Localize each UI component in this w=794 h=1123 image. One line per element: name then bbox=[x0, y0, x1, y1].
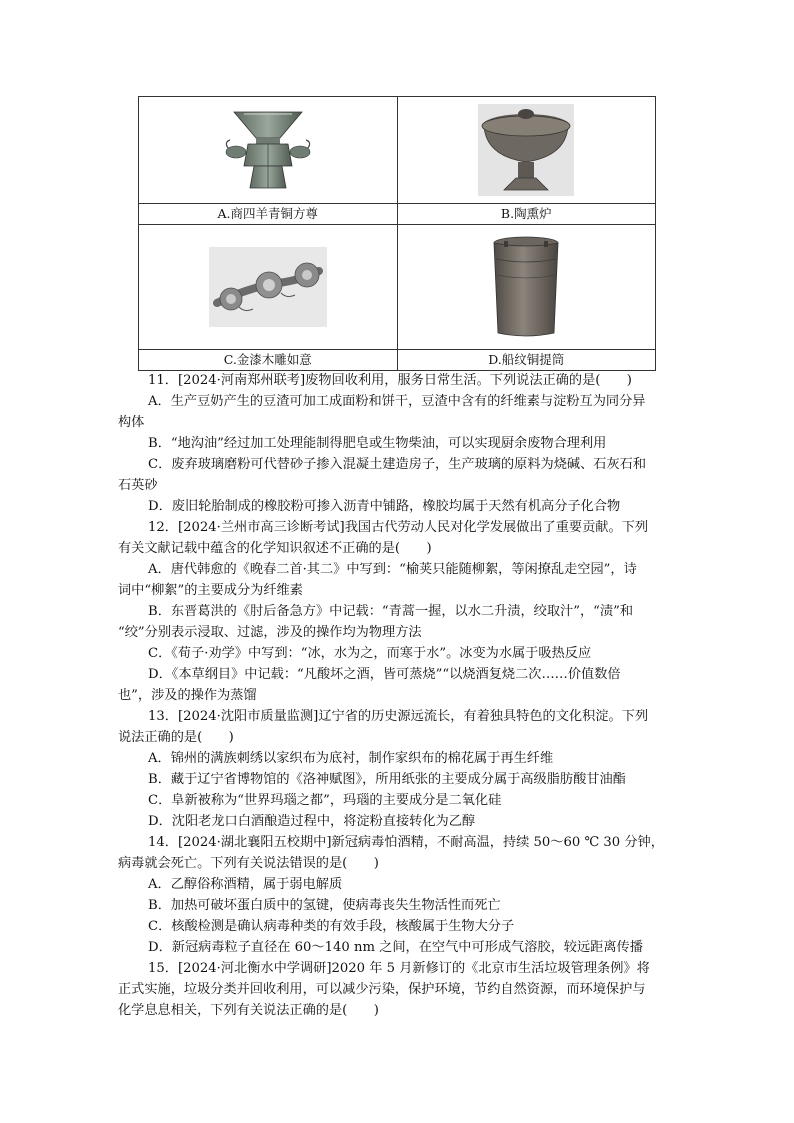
question-14-stem-cont: 病毒就会死亡。下列有关说法错误的是( ) bbox=[118, 856, 379, 871]
question-14-option-b: B．加热可破坏蛋白质中的氢键，使病毒丧失生物活性而死亡 bbox=[148, 898, 501, 913]
artifact-cell-a bbox=[139, 97, 398, 204]
question-12-option-a: A．唐代韩愈的《晚春二首·其二》中写到：“榆荚只能随柳絮，等闲撩乱走空园”，诗 bbox=[148, 562, 637, 577]
question-12-option-b: B．东晋葛洪的《肘后备急方》中记载：“青蒿一握，以水二升渍，绞取汁”，“渍”和 bbox=[148, 604, 634, 619]
question-14-option-c: C．核酸检测是确认病毒种类的有效手段，核酸属于生物大分子 bbox=[148, 919, 515, 934]
question-12-stem: 12．[2024·兰州市高三诊断考试]我国古代劳动人民对化学发展做出了重要贡献。下列 bbox=[148, 520, 649, 535]
question-13-stem-cont: 说法正确的是( ) bbox=[118, 730, 234, 745]
gilded-ruyi-image bbox=[209, 247, 327, 327]
question-11-option-a: A．生产豆奶产生的豆渣可加工成面粉和饼干，豆渣中含有的纤维素与淀粉互为同分异 bbox=[148, 394, 646, 409]
question-14-option-d: D．新冠病毒粒子直径在 60～140 nm 之间，在空气中可形成气溶胶，较远距离传播 bbox=[148, 940, 643, 955]
artifact-table bbox=[138, 96, 656, 371]
question-12-stem-cont: 有关文献记载中蕴含的化学知识叙述不正确的是( ) bbox=[118, 541, 432, 556]
question-13-option-d: D．沈阳老龙口白酒酿造过程中，将淀粉直接转化为乙醇 bbox=[148, 814, 476, 829]
question-13-stem: 13．[2024·沈阳市质量监测]辽宁省的历史源远流长，有着独具特色的文化积淀。下列 bbox=[148, 709, 649, 724]
question-12-option-d: D．《本草纲目》中记载：“凡酸坏之酒，皆可蒸烧”“以烧酒复烧二次……价值数倍 bbox=[148, 667, 621, 682]
question-14-stem: 14．[2024·湖北襄阳五校期中]新冠病毒怕酒精，不耐高温，持续 50～60 ℃ 30 分钟， bbox=[148, 835, 664, 850]
bronze-bucket-image bbox=[490, 235, 562, 339]
question-12-option-a-cont: 词中“柳絮”的主要成分为纤维素 bbox=[118, 583, 303, 598]
question-11-stem: 11．[2024·河南郑州联考]废物回收利用，服务日常生活。下列说法正确的是( ) bbox=[148, 373, 632, 388]
question-13-option-a: A．锦州的满族刺绣以家织布为底衬，制作家织布的棉花属于再生纤维 bbox=[148, 751, 554, 766]
question-11-option-d: D．废旧轮胎制成的橡胶粉可掺入沥青中铺路，橡胶均属于天然有机高分子化合物 bbox=[148, 499, 621, 514]
question-11-option-c: C．废弃玻璃磨粉可代替砂子掺入混凝土建造房子，生产玻璃的原料为烧碱、石灰石和 bbox=[148, 457, 647, 472]
question-13-option-c: C．阜新被称为“世界玛瑙之都”，玛瑙的主要成分是二氧化硅 bbox=[148, 793, 502, 808]
question-15-stem-cont-1: 正式实施，垃圾分类并回收利用，可以减少污染，保护环境，节约自然资源，而环境保护与 bbox=[118, 982, 646, 997]
pottery-censer-image bbox=[478, 104, 574, 196]
artifact-caption-b: B.陶熏炉 bbox=[397, 204, 656, 225]
question-11-option-a-cont: 构体 bbox=[118, 415, 145, 430]
bronze-zun-image bbox=[222, 108, 314, 192]
question-text bbox=[118, 370, 678, 1021]
question-12-option-b-cont: “绞”分别表示浸取、过滤，涉及的操作均为物理方法 bbox=[118, 625, 422, 640]
artifact-cell-b bbox=[397, 97, 656, 204]
artifact-caption-d: D.船纹铜提筒 bbox=[397, 350, 656, 371]
question-12-option-d-cont: 也”，涉及的操作为蒸馏 bbox=[118, 688, 257, 703]
artifact-caption-a: A.商四羊青铜方尊 bbox=[139, 204, 398, 225]
artifact-caption-c: C.金漆木雕如意 bbox=[139, 350, 398, 371]
question-13-option-b: B．藏于辽宁省博物馆的《洛神赋图》，所用纸张的主要成分属于高级脂肪酸甘油酯 bbox=[148, 772, 626, 787]
question-15-stem-cont-2: 化学息息相关，下列有关说法正确的是( ) bbox=[118, 1003, 379, 1018]
question-11-option-c-cont: 石英砂 bbox=[118, 478, 158, 493]
question-11-option-b: B．“地沟油”经过加工处理能制得肥皂或生物柴油，可以实现厨余废物合理利用 bbox=[148, 436, 607, 451]
question-14-option-a: A．乙醇俗称酒精，属于弱电解质 bbox=[148, 877, 343, 892]
question-12-option-c: C．《荀子·劝学》中写到：“冰，水为之，而寒于水”。冰变为水属于吸热反应 bbox=[148, 646, 592, 661]
question-15-stem: 15．[2024·河北衡水中学调研]2020 年 5 月新修订的《北京市生活垃圾管理条例》将 bbox=[148, 961, 650, 976]
artifact-cell-c bbox=[139, 225, 398, 350]
artifact-cell-d bbox=[397, 225, 656, 350]
